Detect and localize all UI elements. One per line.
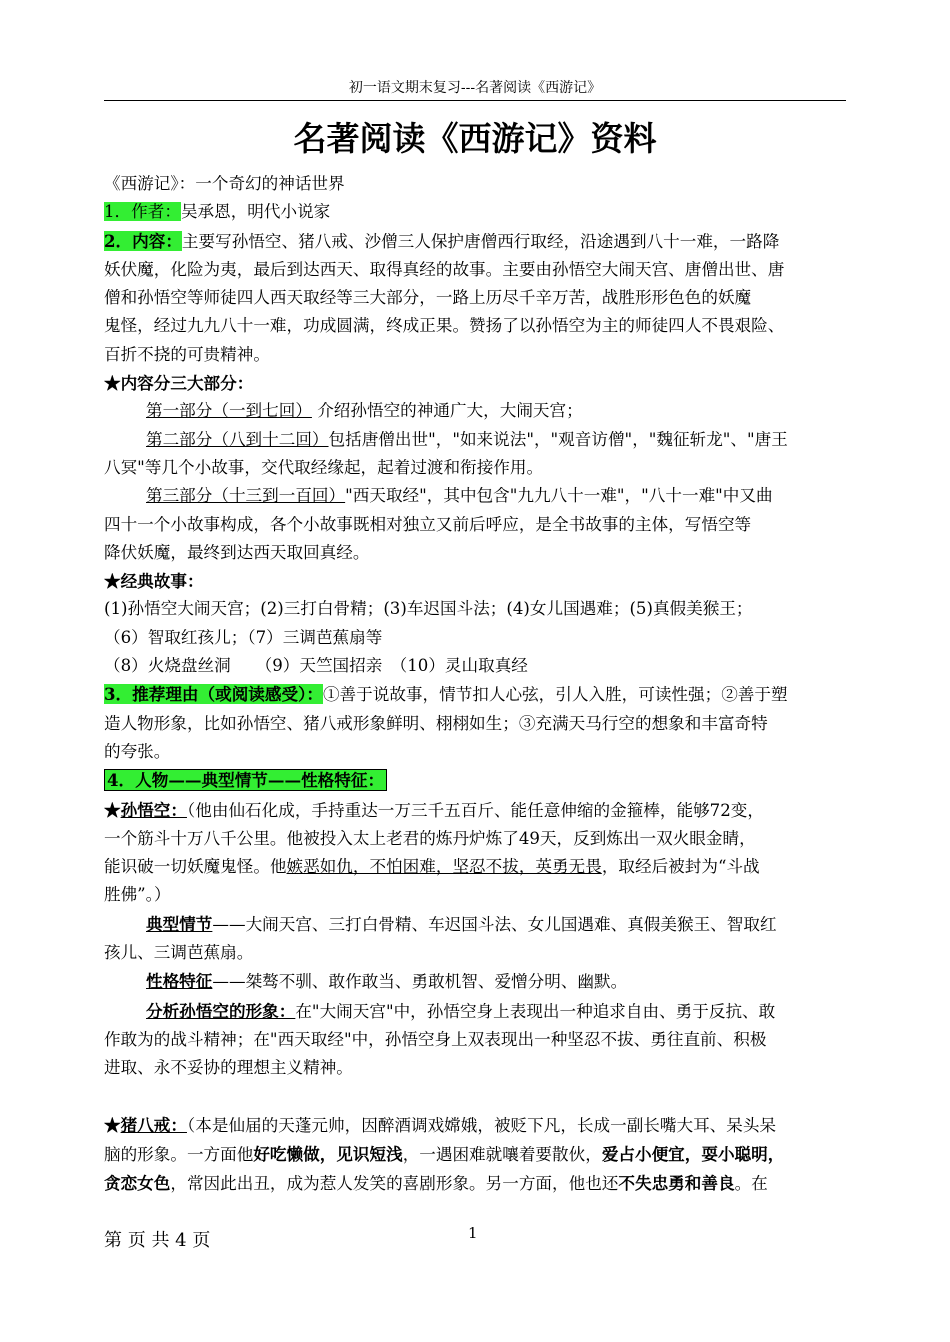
part-three-text: "西天取经"，其中包含"九九八十一难"，"八十一难"中又曲 [345, 486, 773, 506]
bajie-name: 猪八戒： [120, 1114, 187, 1135]
reasons-line: 的夸张。 [104, 741, 171, 761]
reasons-line: 造人物形象，比如孙悟空、猪八戒形象鲜明、栩栩如生；③充满天马行空的想象和丰富奇特 [104, 713, 768, 733]
bajie-intro [104, 1111, 846, 1140]
trait-label: 性格特征 [146, 971, 213, 992]
part-one [104, 397, 846, 425]
footer-page-number: 1 [468, 1224, 478, 1242]
section-content [104, 227, 846, 256]
wukong-intro [104, 796, 846, 825]
section-author [104, 198, 846, 226]
part-one-text: 介绍孙悟空的神通广大，大闹天宫； [317, 401, 583, 421]
footer-page-count: 第 页 共 4 页 [104, 1230, 211, 1251]
bajie-line [104, 1140, 846, 1169]
part-three [104, 482, 846, 510]
header-rule [104, 100, 846, 101]
wukong-traits-underlined: 嫉恶如仇，不怕困难，坚忍不拔，英勇无畏 [286, 857, 602, 877]
document-title: 名著阅读《西游记》资料 [293, 119, 657, 158]
intro-line: 《西游记》：一个奇幻的神话世界 [104, 174, 345, 193]
star-icon: ★ [104, 799, 121, 820]
plot-line: 孩儿、三调芭蕉扇。 [104, 943, 254, 963]
stories-line: （8）火烧盘丝洞 （9）天竺国招亲 （10）灵山取真经 [104, 656, 528, 676]
analysis-line: 作敢为的战斗精神；在"西天取经"中，孙悟空身上双表现出一种坚忍不拔、勇往直前、积极 [104, 1029, 767, 1049]
bajie-bold: 贪恋女色 [104, 1173, 171, 1194]
page-header: 初一语文期末复习---名著阅读《西游记》 [348, 80, 602, 96]
bajie-bold: 好吃懒做，见识短浅 [253, 1143, 403, 1164]
plot-label: 典型情节 [146, 913, 213, 934]
part-two-line: 八冥"等几个小故事，交代取经缘起，起着过渡和衔接作用。 [104, 457, 544, 477]
content-line: 百折不挠的可贵精神。 [104, 344, 270, 364]
wukong-analysis [104, 997, 846, 1026]
bajie-bold: 爱占小便宜，耍小聪明， [601, 1143, 785, 1164]
part-two [104, 426, 846, 454]
stories-line: （6）智取红孩儿；（7）三调芭蕉扇等 [104, 627, 383, 647]
wukong-trait [104, 967, 846, 996]
author-text: 吴承恩，明代小说家 [180, 202, 331, 222]
stories-heading: ★经典故事： [104, 571, 204, 592]
content-line: 主要写孙悟空、猪八戒、沙僧三人保护唐僧西行取经，沿途遇到八十一难，一路降 [181, 231, 780, 251]
section-reasons [104, 680, 846, 709]
bajie-text: 脑的形象。一方面他 [104, 1144, 254, 1164]
section-characters [104, 766, 846, 795]
author-label: 1．作者： [104, 202, 181, 222]
paragraph-gap [104, 1083, 846, 1111]
part-one-label: 第一部分（一到七回） [146, 401, 312, 421]
document-body [104, 170, 846, 1198]
wukong-line: 胜佛”。） [104, 885, 171, 905]
wukong-text: 能识破一切妖魔鬼怪。他 [104, 857, 287, 877]
wukong-plot [104, 910, 846, 939]
trait-text: ——桀骜不驯、敢作敢当、勇敢机智、爱憎分明、幽默。 [212, 972, 628, 992]
bajie-line [104, 1169, 846, 1198]
wukong-text: （他由仙石化成，手持重达一万三千五百斤、能任意伸缩的金箍棒，能够72变， [186, 800, 764, 820]
wukong-line: 一个筋斗十万八千公里。他被投入太上老君的炼丹炉炼了49天，反到炼出一双火眼金睛， [104, 828, 756, 848]
bajie-text: 。在 [734, 1174, 768, 1194]
stories-line: (1)孙悟空大闹天宫；(2)三打白骨精；(3)车迟国斗法；(4)女儿国遇难；(5)真假美猴王； [104, 599, 753, 619]
wukong-name: 孙悟空： [120, 799, 187, 820]
part-two-text: 包括唐僧出世"，"如来说法"，"观音访僧"，"魏征斩龙"、"唐王 [328, 429, 788, 449]
bajie-text: ，常因此出丑，成为惹人发笑的喜剧形象。另一方面，他也还 [170, 1174, 619, 1194]
parts-heading: ★内容分三大部分： [104, 373, 254, 394]
bajie-text: （本是仙届的天蓬元帅，因醉酒调戏嫦娥，被贬下凡，长成一副长嘴大耳、呆头呆 [186, 1115, 777, 1135]
star-icon: ★ [104, 1114, 121, 1135]
analysis-line: 进取、永不妥协的理想主义精神。 [104, 1058, 353, 1078]
bajie-text: ，一遇困难就嚷着要散伙， [402, 1144, 602, 1164]
content-line: 鬼怪，经过九九八十一难，功成圆满，终成正果。赞扬了以孙悟空为主的师徒四人不畏艰险、 [104, 316, 785, 336]
content-label: 2．内容： [104, 230, 182, 251]
characters-label: 4．人物——典型情节——性格特征： [104, 769, 387, 791]
plot-text: ——大闹天宫、三打白骨精、车迟国斗法、女儿国遇难、真假美猴王、智取红 [212, 914, 777, 934]
content-line: 僧和孙悟空等师徒四人西天取经等三大部分，一路上历尽千辛万苦，战胜形形色色的妖魔 [104, 288, 752, 308]
reasons-label: 3．推荐理由（或阅读感受）： [104, 684, 323, 705]
content-line: 妖伏魔，化险为夷，最后到达西天、取得真经的故事。主要由孙悟空大闹天宫、唐僧出世、唐 [104, 259, 785, 279]
part-three-line: 降伏妖魔，最终到达西天取回真经。 [104, 542, 370, 562]
reasons-line: ①善于说故事，情节扣人心弦，引人入胜，可读性强；②善于塑 [322, 685, 788, 705]
analysis-label: 分析孙悟空的形象： [146, 1000, 296, 1021]
part-two-label: 第二部分（八到十二回） [146, 429, 329, 449]
part-three-label: 第三部分（十三到一百回） [146, 486, 346, 506]
wukong-line [104, 853, 846, 881]
wukong-text: ，取经后被封为“斗战 [601, 857, 760, 877]
part-three-line: 四十一个小故事构成，各个小故事既相对独立又前后呼应，是全书故事的主体，写悟空等 [104, 514, 752, 534]
bajie-bold: 不失忠勇和善良 [618, 1173, 735, 1194]
analysis-text: 在"大闹天宫"中，孙悟空身上表现出一种追求自由、勇于反抗、敢 [295, 1001, 776, 1021]
